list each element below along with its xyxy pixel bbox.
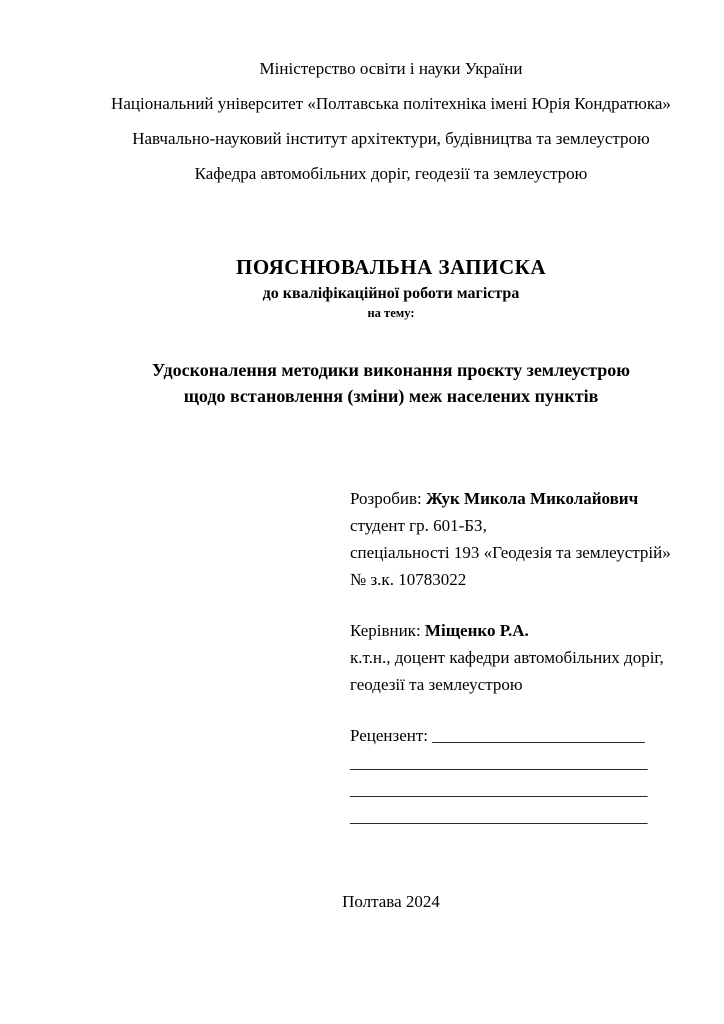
document-header (100, 58, 682, 185)
city-year: Полтава 2024 (342, 892, 440, 911)
theme-label: на тему: (367, 306, 415, 320)
supervisor-block (350, 617, 682, 698)
developer-label: Розробив: (350, 489, 426, 508)
supervisor-name: Міщенко Р.А. (424, 621, 529, 640)
document-subtitle: до кваліфікаційної роботи магістра (262, 285, 520, 302)
signature-line: ___________________________________ (350, 753, 648, 772)
signature-line: ___________________________________ (350, 780, 648, 799)
supervisor-title-line: к.т.н., доцент кафедри автомобільних доріг, (350, 648, 664, 667)
signature-line: ___________________________________ (350, 807, 648, 826)
developer-specialty-line: спеціальності 193 «Геодезія та землеустрій» (350, 543, 671, 562)
developer-line (350, 485, 682, 512)
reviewer-label: Рецензент: (350, 726, 433, 745)
developer-name: Жук Микола Миколайович (426, 489, 639, 508)
developer-block (350, 485, 682, 593)
university-line: Національний університет «Полтавська політехніка імені Юрія Кондратюка» (111, 94, 671, 113)
reviewer-line (350, 722, 682, 749)
thesis-topic (100, 357, 682, 409)
topic-line-2: щодо встановлення (зміни) меж населених пунктів (183, 386, 599, 406)
supervisor-title-line-2: геодезії та землеустрою (350, 675, 523, 694)
supervisor-line (350, 617, 682, 644)
reviewer-block (350, 722, 682, 830)
developer-group-line: студент гр. 601-БЗ, (350, 516, 487, 535)
ministry-line: Міністерство освіти і науки України (259, 59, 523, 78)
supervisor-label: Керівник: (350, 621, 425, 640)
developer-record-number-line: № з.к. 10783022 (350, 570, 467, 589)
topic-line-1: Удосконалення методики виконання проєкту землеустрою (152, 360, 630, 380)
signature-line: _________________________ (432, 726, 645, 745)
credits-block (350, 485, 682, 830)
department-line: Кафедра автомобільних доріг, геодезії та землеустрою (194, 164, 588, 183)
title-block (100, 255, 682, 321)
document-title: ПОЯСНЮВАЛЬНА ЗАПИСКА (235, 255, 547, 279)
institute-line: Навчально-науковий інститут архітектури, будівництва та землеустрою (132, 129, 650, 148)
